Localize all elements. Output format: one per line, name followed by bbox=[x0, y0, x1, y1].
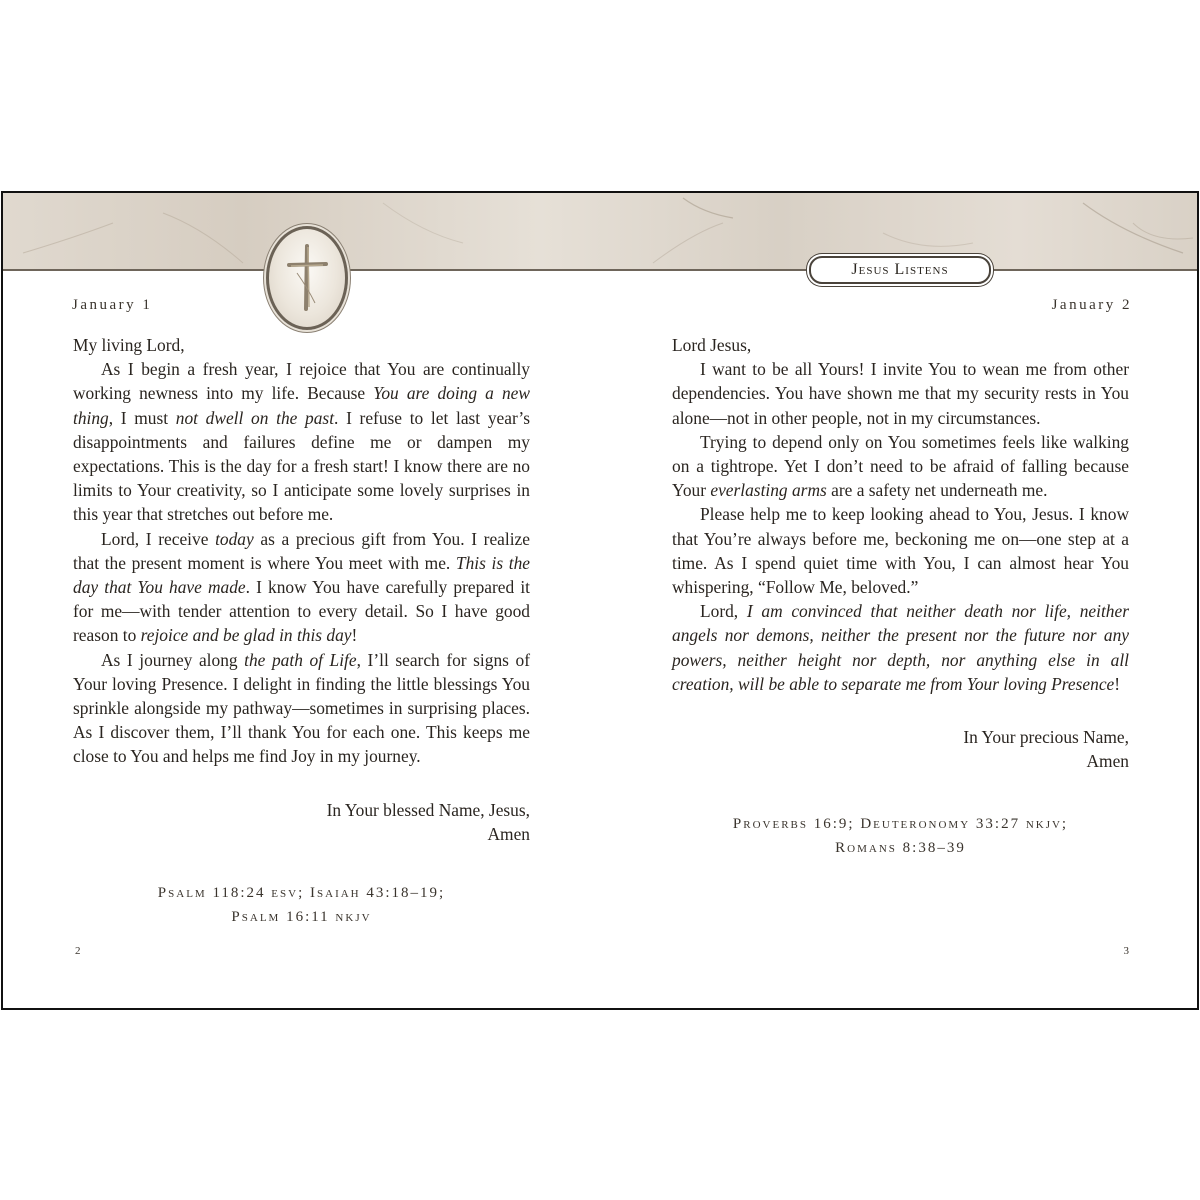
amen: Amen bbox=[487, 823, 530, 844]
text-run: I want to be all Yours! I invite You to wean me from other dependencies. You have shown me that my security rests in You alone—not in other people, not in my circumstances. bbox=[672, 359, 1129, 428]
paragraph bbox=[672, 357, 1129, 430]
devotional-body bbox=[73, 333, 530, 929]
text-run: as a precious gift from You. I realize that the present moment is where You meet with me. bbox=[73, 528, 530, 573]
paragraphs bbox=[672, 357, 1129, 696]
text-run: are a safety net underneath me. bbox=[826, 480, 1048, 501]
text-run: Please help me to keep looking ahead to You, Jesus. I know that You’re always before me, beckoning me on—one step at a time. As I spend quiet time with You, I can almost hear You whispering, “Follow Me, beloved.” bbox=[672, 504, 1129, 598]
salutation: Lord Jesus, bbox=[672, 335, 752, 355]
paragraph bbox=[672, 599, 1129, 696]
text-run: , I must bbox=[108, 407, 176, 428]
text-run: Lord, bbox=[700, 601, 747, 622]
scripture-quote: You are doing a new thing bbox=[73, 383, 530, 428]
scripture-quote: This is the day that You have made bbox=[73, 552, 530, 598]
text-run: . I know You have carefully prepared it for me—with tender attention to every detail. So I have good reason to bbox=[73, 577, 530, 646]
text-run: Lord, I receive bbox=[101, 528, 216, 549]
paragraphs bbox=[73, 357, 530, 768]
closing bbox=[672, 725, 1129, 773]
page-number: 2 bbox=[75, 945, 81, 957]
book-spread bbox=[1, 191, 1199, 1010]
text-run: ! bbox=[1114, 673, 1121, 694]
reference-line: Psalm 118:24 esv; Isaiah 43:18–19; bbox=[157, 885, 446, 902]
scripture-quote: today bbox=[215, 528, 254, 549]
closing-line: In Your precious Name, bbox=[963, 727, 1129, 748]
left-page bbox=[3, 193, 600, 1008]
closing-line: In Your blessed Name, Jesus, bbox=[326, 799, 530, 820]
scripture-quote: everlasting arms bbox=[710, 480, 827, 501]
text-run: , I’ll search for signs of Your loving Presence. I delight in finding the little blessings You sprinkle alongside my pathway—sometimes in surprising places. As I discover them, I’ll thank You for each one. This keeps me close to You and helps me find Joy in my journey. bbox=[73, 649, 530, 767]
reference-line: Romans 8:38–39 bbox=[835, 840, 966, 857]
paragraph bbox=[672, 430, 1129, 503]
scripture-quote: I am convinced that neither death nor life, neither angels nor demons, neither the present nor the future nor any powers, neither height nor depth, nor anything else in all creation, will be able to separate me from Your loving Presence bbox=[672, 601, 1129, 694]
page-number: 3 bbox=[1123, 945, 1129, 957]
reference-line: Proverbs 16:9; Deuteronomy 33:27 nkjv; bbox=[732, 816, 1069, 833]
text-run: . I refuse to let last year’s disappointments and failures define me or dampen my expectations. This is the day for a fresh start! I know there are no limits to Your creativity, so I anticipate some lovely surprises in this year that stretches out before me. bbox=[73, 407, 530, 525]
page-date: January 1 bbox=[72, 297, 153, 313]
amen: Amen bbox=[1086, 751, 1129, 772]
text-run: ! bbox=[351, 625, 358, 646]
paragraph bbox=[73, 357, 530, 526]
reference-line: Psalm 16:11 nkjv bbox=[231, 909, 372, 926]
salutation: My living Lord, bbox=[73, 335, 185, 355]
devotional-body bbox=[672, 333, 1129, 860]
closing bbox=[73, 798, 530, 846]
scripture-references bbox=[73, 881, 530, 929]
paragraph bbox=[672, 502, 1129, 599]
text-run: As I begin a fresh year, I rejoice that You are continually working newness into my life. Because bbox=[73, 359, 530, 404]
scripture-quote: the path of Life bbox=[244, 649, 357, 670]
text-run: As I journey along bbox=[101, 649, 245, 670]
paragraph bbox=[73, 527, 530, 648]
paragraph bbox=[73, 648, 530, 769]
book-title: Jesus Listens bbox=[851, 261, 949, 278]
scripture-quote: not dwell on the past bbox=[175, 407, 335, 428]
scripture-references bbox=[672, 812, 1129, 860]
scripture-quote: rejoice and be glad in this day bbox=[140, 625, 352, 646]
page-date: January 2 bbox=[1051, 297, 1132, 313]
text-run: Trying to depend only on You sometimes feels like walking on a tightrope. Yet I don’t need to be afraid of falling because Your bbox=[672, 431, 1129, 501]
right-page bbox=[600, 193, 1197, 1008]
